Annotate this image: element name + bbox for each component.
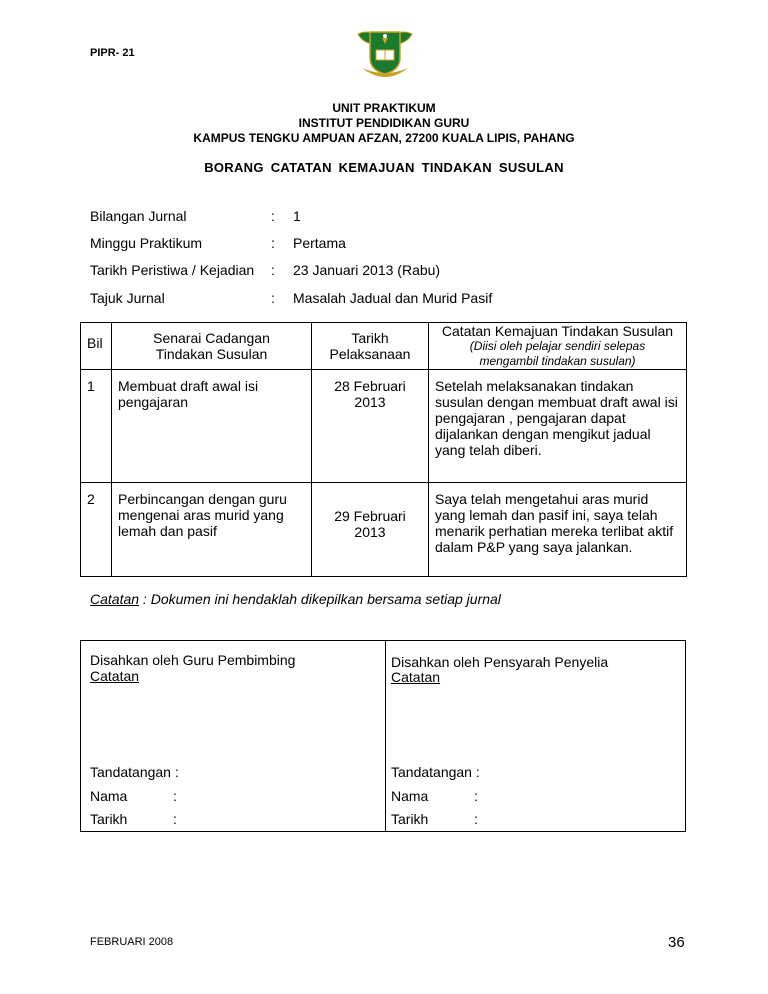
- row-bil: 2: [87, 491, 95, 507]
- name-colon: :: [474, 788, 478, 804]
- header-catatan-cell: [429, 323, 687, 370]
- form-title: BORANG CATATAN KEMAJUAN TINDAKAN SUSULAN: [204, 160, 564, 175]
- row-catatan-cell: [429, 483, 687, 577]
- date-colon: :: [173, 811, 177, 827]
- name-label: Nama: [391, 788, 429, 804]
- signoff-divider: [385, 641, 386, 831]
- row-bil-cell: [81, 370, 112, 483]
- header-catatan-line1: Catatan Kemajuan Tindakan Susulan: [441, 323, 674, 339]
- info-value-tarikh: 23 Januari 2013 (Rabu): [293, 262, 441, 278]
- info-label-tarikh: Tarikh Peristiwa / Kejadian: [90, 262, 255, 278]
- table-row: [81, 370, 687, 483]
- row-catatan-line: menarik perhatian mereka terlibat aktif: [435, 523, 674, 539]
- row-senarai-cell: [112, 483, 312, 577]
- note-text: : Dokumen ini hendaklah dikepilkan bersama setiap jurnal: [139, 591, 501, 607]
- header-tarikh-cell: [312, 323, 429, 370]
- signature-label: Tandatangan :: [391, 764, 480, 780]
- name-label: Nama: [90, 788, 128, 804]
- row-senarai-cell: [112, 370, 312, 483]
- header-campus: KAMPUS TENGKU AMPUAN AFZAN, 27200 KUALA LIPIS, PAHANG: [193, 131, 575, 145]
- header-senarai-line1: Senarai Cadangan: [153, 330, 270, 346]
- row-tarikh-line: 29 Februari: [334, 508, 406, 524]
- table-header-row: [81, 323, 687, 370]
- footer-date: FEBRUARI 2008: [90, 936, 174, 948]
- row-senarai-line: Membuat draft awal isi: [118, 378, 259, 394]
- info-colon: :: [271, 262, 275, 278]
- signoff-catatan-label: Catatan: [90, 668, 140, 684]
- signoff-title: Disahkan oleh Pensyarah Penyelia: [391, 654, 609, 670]
- header-bil-cell: [81, 323, 112, 370]
- header-institute: INSTITUT PENDIDIKAN GURU: [298, 116, 470, 130]
- followup-table: [80, 322, 687, 577]
- header-catatan-line3: mengambil tindakan susulan): [479, 354, 636, 368]
- form-code: PIPR- 21: [90, 47, 135, 59]
- info-colon: :: [271, 290, 275, 306]
- row-tarikh-line: 2013: [354, 524, 386, 540]
- row-tarikh-line: 2013: [354, 394, 386, 410]
- date-label: Tarikh: [90, 811, 128, 827]
- row-senarai-line: lemah dan pasif: [118, 523, 217, 539]
- row-catatan-line: yang lemah dan pasif ini, saya telah: [435, 507, 658, 523]
- row-tarikh-line: 28 Februari: [334, 378, 406, 394]
- row-catatan-cell: [429, 370, 687, 483]
- header-senarai-line2: Tindakan Susulan: [155, 346, 268, 362]
- info-value-tajuk: Masalah Jadual dan Murid Pasif: [293, 290, 493, 306]
- info-colon: :: [271, 208, 275, 224]
- header-unit: UNIT PRAKTIKUM: [332, 101, 436, 115]
- info-value-minggu: Pertama: [293, 235, 346, 251]
- row-bil-cell: [81, 483, 112, 577]
- date-label: Tarikh: [391, 811, 429, 827]
- header-tarikh-line1: Tarikh: [351, 330, 389, 346]
- info-colon: :: [271, 235, 275, 251]
- signoff-supervisor-teacher: [90, 641, 380, 831]
- attachment-note: [90, 591, 501, 607]
- row-senarai-line: pengajaran: [118, 394, 189, 410]
- name-colon: :: [173, 788, 177, 804]
- header-senarai-cell: [112, 323, 312, 370]
- signoff-title: Disahkan oleh Guru Pembimbing: [90, 652, 296, 668]
- row-catatan-line: pengajaran , pengajaran dapat: [435, 410, 626, 426]
- signature-label: Tandatangan :: [90, 764, 179, 780]
- row-senarai-line: mengenai aras murid yang: [118, 507, 284, 523]
- row-catatan-line: yang telah diberi.: [435, 442, 542, 458]
- signoff-box: [80, 640, 686, 832]
- page-number: 36: [668, 934, 685, 951]
- signoff-catatan-label: Catatan: [391, 669, 441, 685]
- row-bil: 1: [87, 378, 95, 394]
- info-label-tajuk: Tajuk Jurnal: [90, 290, 165, 306]
- row-tarikh-cell: [312, 370, 429, 483]
- row-catatan-line: susulan dengan membuat draft awal isi: [435, 394, 678, 410]
- institution-crest-icon: [354, 28, 416, 84]
- info-value-bilangan: 1: [293, 208, 301, 224]
- info-label-bilangan: Bilangan Jurnal: [90, 208, 187, 224]
- info-label-minggu: Minggu Praktikum: [90, 235, 203, 251]
- row-catatan-line: dalam P&P yang saya jalankan.: [435, 539, 633, 555]
- row-catatan-line: Saya telah mengetahui aras murid: [435, 491, 649, 507]
- header-catatan-line2: (Diisi oleh pelajar sendiri selepas: [469, 339, 646, 353]
- row-catatan-line: Setelah melaksanakan tindakan: [435, 378, 634, 394]
- date-colon: :: [474, 811, 478, 827]
- header-tarikh-line2: Pelaksanaan: [329, 346, 411, 362]
- table-row: [81, 483, 687, 577]
- signoff-supervising-lecturer: [391, 641, 681, 831]
- note-label: Catatan: [90, 591, 140, 607]
- row-catatan-line: dijalankan dengan mengikut jadual: [435, 426, 651, 442]
- row-senarai-line: Perbincangan dengan guru: [118, 491, 287, 507]
- header-bil: Bil: [87, 335, 103, 351]
- row-tarikh-cell: [312, 483, 429, 577]
